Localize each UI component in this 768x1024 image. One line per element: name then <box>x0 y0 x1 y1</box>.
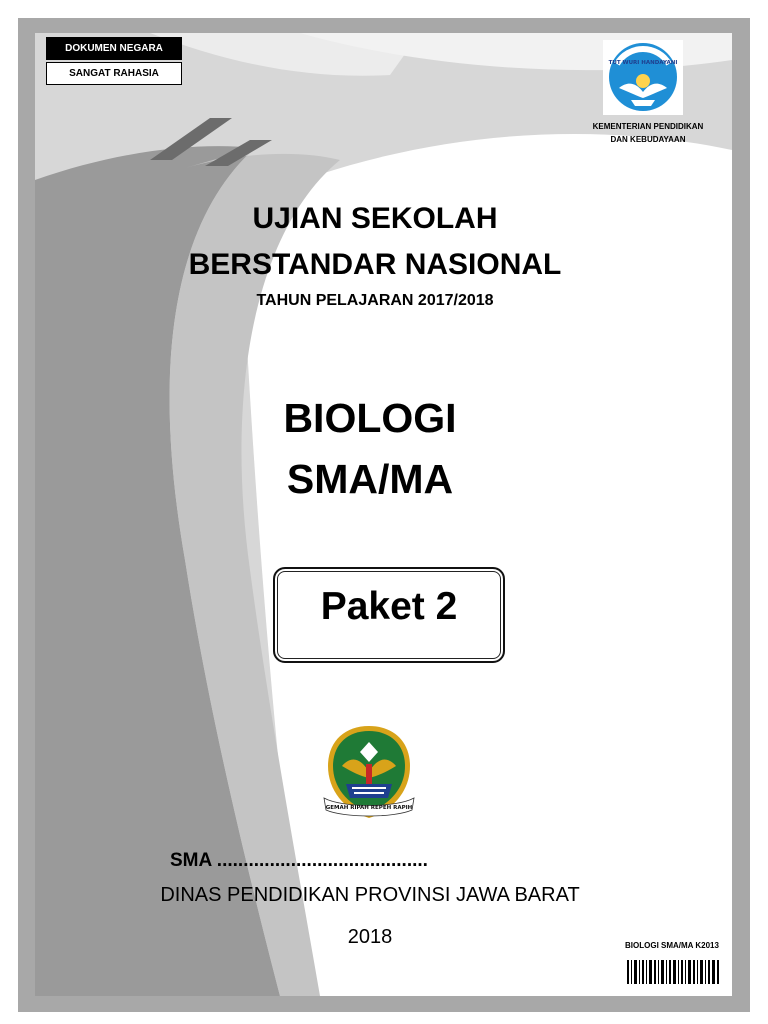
issue-year: 2018 <box>347 926 393 948</box>
exam-title-line-2: BERSTANDAR NASIONAL <box>188 248 562 281</box>
barcode <box>625 958 721 986</box>
document-code: BIOLOGI SMA/MA K2013 <box>625 941 719 950</box>
ministry-motto: TUT WURI HANDAYANI <box>608 60 678 66</box>
emblem-motto: GEMAH RIPAH REPEH RAPIH <box>325 805 413 811</box>
ministry-logo <box>603 40 683 115</box>
subject-level: SMA/MA <box>286 456 454 502</box>
province-emblem <box>322 724 416 822</box>
ministry-name-line-1: KEMENTERIAN PENDIDIKAN <box>592 122 704 131</box>
subject-name: BIOLOGI <box>283 395 457 441</box>
classification-label-2: SANGAT RAHASIA <box>46 62 182 85</box>
ministry-name-line-2: DAN KEBUDAYAAN <box>610 135 686 144</box>
issuing-agency: DINAS PENDIDIKAN PROVINSI JAWA BARAT <box>160 884 580 906</box>
school-name-field: SMA ........................................ <box>170 850 428 871</box>
school-year: TAHUN PELAJARAN 2017/2018 <box>256 292 494 309</box>
exam-title-line-1: UJIAN SEKOLAH <box>252 202 498 235</box>
package-label: Paket 2 <box>320 585 458 628</box>
classification-label-1: DOKUMEN NEGARA <box>46 37 182 60</box>
ministry-name <box>560 120 736 146</box>
